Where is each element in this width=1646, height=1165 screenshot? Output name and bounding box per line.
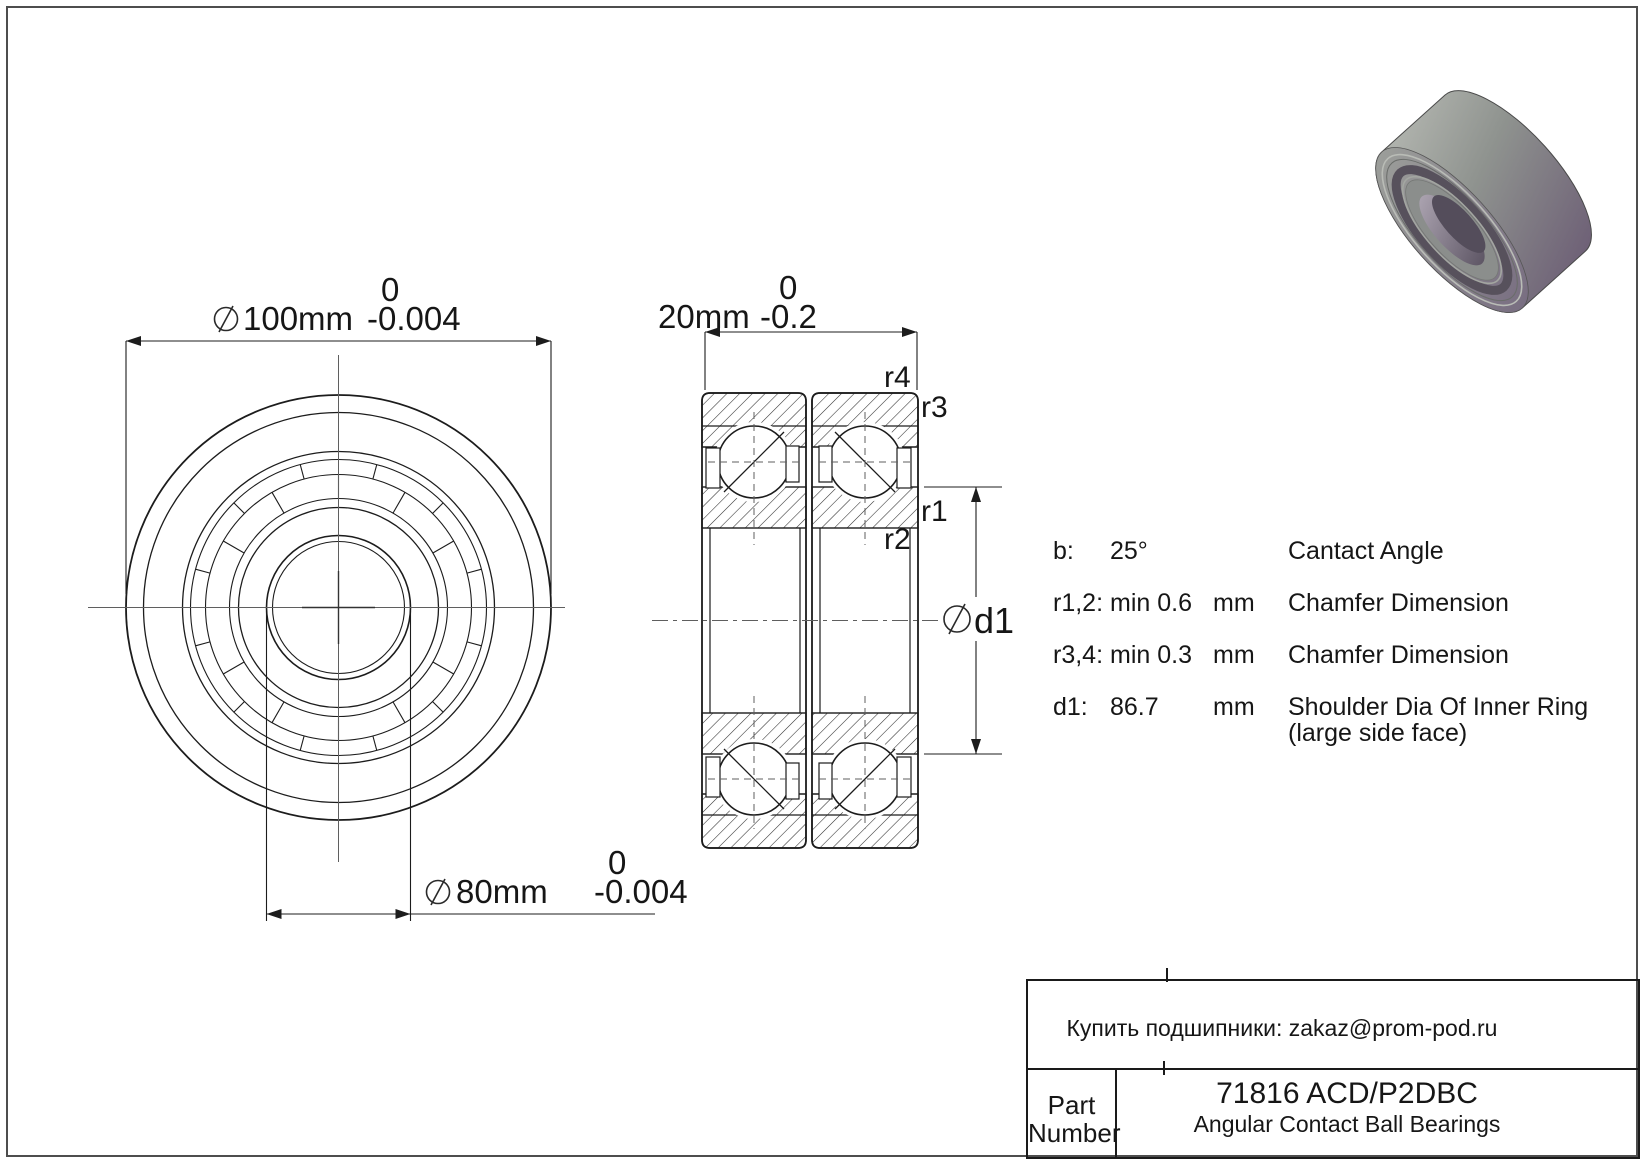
- arrow-right-icon: [536, 336, 551, 346]
- front-view-centerlines: [88, 355, 565, 862]
- spec-desc: Chamfer Dimension: [1288, 589, 1509, 617]
- part-number: 71816 ACD/P2DBC: [1216, 1077, 1478, 1110]
- spec-value: min 0.6: [1110, 589, 1192, 617]
- diameter-symbol: [215, 306, 238, 332]
- label-r2: r2: [884, 523, 911, 556]
- front-view: [88, 355, 565, 862]
- width-tol-lower: -0.2: [760, 298, 817, 335]
- spec-value: 86.7: [1110, 693, 1159, 721]
- outer-diameter-tol-lower: -0.004: [367, 300, 461, 337]
- spec-value: min 0.3: [1110, 641, 1192, 669]
- arrow-left-icon: [126, 336, 141, 346]
- contact-email: Купить подшипники: zakaz@prom-pod.ru: [1066, 1015, 1498, 1041]
- label-r4: r4: [884, 361, 911, 394]
- arrow-up-icon: [971, 487, 981, 502]
- sheet-mark: [1163, 1061, 1165, 1075]
- part-number-label-cell: [1028, 1070, 1121, 1157]
- title-block: [1026, 979, 1640, 1159]
- spec-unit: mm: [1213, 641, 1255, 669]
- section-view: [652, 393, 938, 848]
- arrow-down-icon: [971, 739, 981, 754]
- spec-unit: mm: [1213, 589, 1255, 617]
- bearing-3d-render: [1352, 68, 1615, 334]
- spec-param: r3,4:: [1053, 641, 1104, 669]
- spec-value: 25°: [1110, 537, 1148, 565]
- bore-diameter-tol-lower: -0.004: [594, 873, 688, 910]
- part-label: Number: [1028, 1118, 1121, 1148]
- label-r3: r3: [921, 391, 948, 424]
- arrow-left-icon: [267, 909, 282, 919]
- arrow-right-icon: [396, 909, 411, 919]
- width-value: 20mm: [658, 298, 750, 335]
- diameter-symbol: [427, 879, 450, 905]
- dim-width: [658, 269, 917, 390]
- spec-param: r1,2:: [1053, 589, 1104, 617]
- spec-desc: Shoulder Dia Of Inner Ring: [1288, 693, 1589, 721]
- spec-unit: mm: [1213, 693, 1255, 721]
- arrow-right-icon: [902, 327, 917, 337]
- spec-param: b:: [1053, 537, 1074, 565]
- title-block-contact-cell: [1028, 981, 1638, 1070]
- bore-diameter-tol-upper: 0: [608, 844, 627, 881]
- label-r1: r1: [921, 495, 948, 528]
- width-tol-upper: 0: [779, 269, 798, 306]
- spec-desc: Cantact Angle: [1288, 537, 1444, 565]
- spec-desc: Chamfer Dimension: [1288, 641, 1509, 669]
- outer-diameter-tol-upper: 0: [381, 271, 400, 308]
- d1-label: d1: [974, 600, 1015, 641]
- spec-desc-line2: (large side face): [1288, 719, 1468, 747]
- bore-diameter-value: 80mm: [456, 873, 548, 910]
- dim-bore-diameter: [267, 611, 688, 921]
- outer-diameter-value: 100mm: [243, 300, 354, 337]
- spec-param: d1:: [1053, 693, 1088, 721]
- part-type: Angular Contact Ball Bearings: [1193, 1111, 1501, 1137]
- sheet-mark: [1166, 968, 1168, 982]
- part-label: Part: [1047, 1090, 1096, 1120]
